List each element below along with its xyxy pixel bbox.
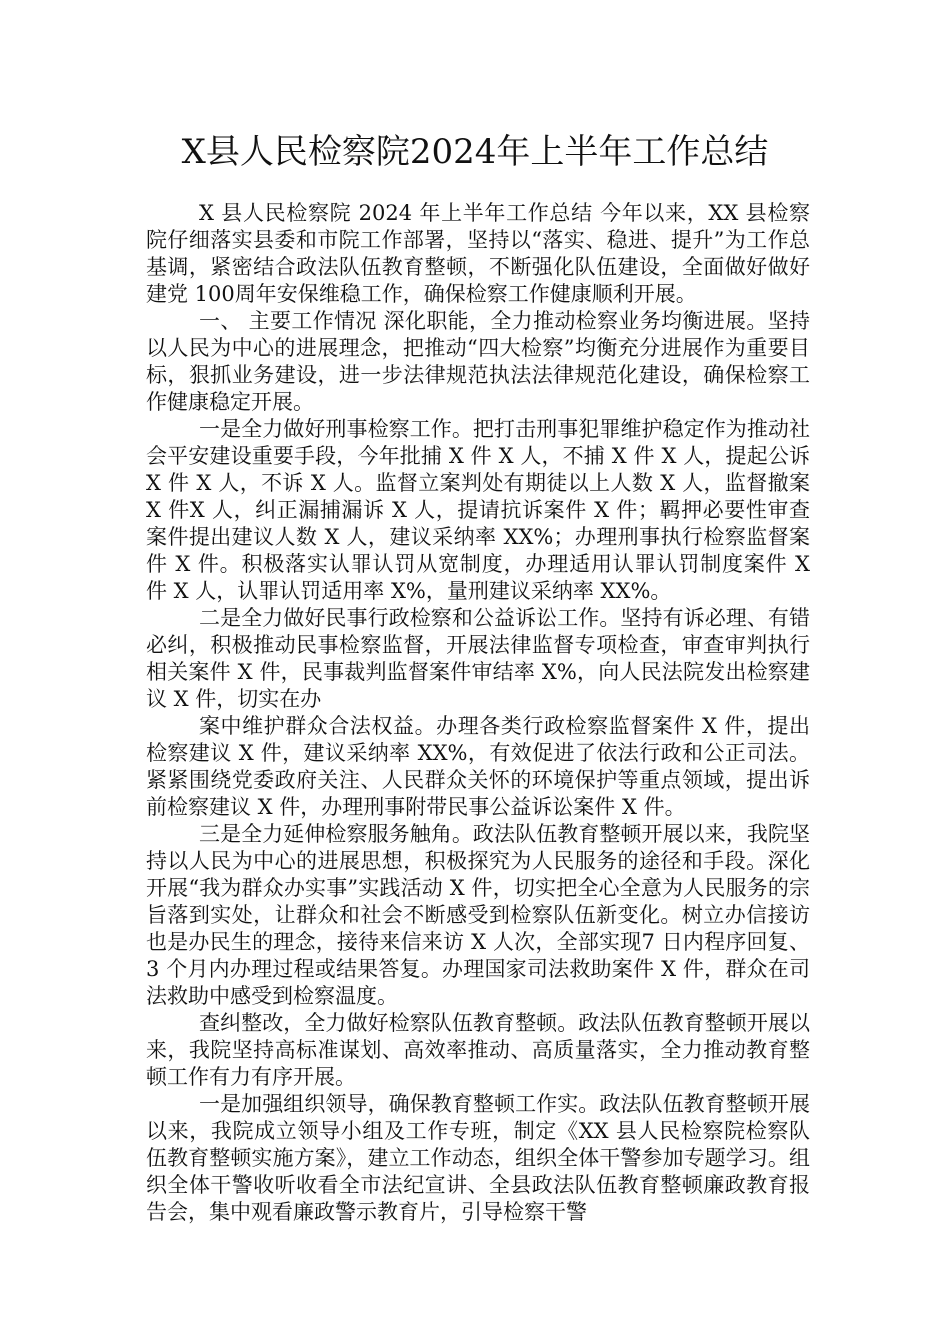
document-body [146,200,810,1226]
paragraph-main-work: 一、 主要工作情况 深化职能，全力推动检察业务均衡进展。坚持以人民为中心的进展理念，把推动“四大检察”均衡充分进展作为重要目标，狠抓业务建设，进一步法律规范执法法律规范化建设，确保检察工作健康稳定开展。 [146,309,810,414]
paragraph-service-extension: 三是全力延伸检察服务触角。政法队伍教育整顿开展以来，我院坚持以人民为中心的进展思想，积极探究为人民服务的途径和手段。深化开展“我为群众办实事”实践活动 X 件，切实把全心全意为人民服务的宗旨落到实处，让群众和社会不断感受到检察队伍新变化。树立办信接访也是办民生的理念，接待来信来访 X 人次，全部实现7 日内程序回复、3 个月内办理过程或结果答复。办理国家司法救助案件 X 件，群众在司法救助中感受到检察温度。 [146,822,810,1008]
paragraph-intro: X 县人民检察院 2024 年上半年工作总结 今年以来，XX 县检察院仔细落实县委和市院工作部署，坚持以“落实、稳进、提升”为工作总基调，紧密结合政法队伍教育整顿，不断强化队伍建设，全面做好做好建党 100周年安保维稳工作，确保检察工作健康顺利开展。 [146,201,810,306]
paragraph-rectification: 查纠整改，全力做好检察队伍教育整顿。政法队伍教育整顿开展以来，我院坚持高标准谋划、高效率推动、高质量落实，全力推动教育整顿工作有力有序开展。 [146,1011,810,1089]
paragraph-civil-administrative: 二是全力做好民事行政检察和公益诉讼工作。坚持有诉必理、有错必纠，积极推动民事检察监督，开展法律监督专项检查，审查审判执行相关案件 X 件，民事裁判监督案件审结率 X%，向人民法院发出检察建议 X 件，切实在办 [146,606,810,711]
document-title: X县人民检察院2024年上半年工作总结 [181,132,769,172]
paragraph-organization: 一是加强组织领导，确保教育整顿工作实。政法队伍教育整顿开展以来，我院成立领导小组及工作专班，制定《XX 县人民检察院检察队伍教育整顿实施方案》，建立工作动态，组织全体干警参加专题学习。组织全体干警收听收看全市法纪宣讲、全县政法队伍教育整顿廉政教育报告会，集中观看廉政警示教育片，引导检察干警 [146,1092,810,1224]
paragraph-criminal-prosecution: 一是全力做好刑事检察工作。把打击刑事犯罪维护稳定作为推动社会平安建设重要手段，今年批捕 X 件 X 人，不捕 X 件 X 人，提起公诉 X 件 X 人，不诉 X 人。监督立案判处有期徒以上人数 X 人，监督撤案 X 件X 人，纠正漏捕漏诉 X 人，提请抗诉案件 X 件；羁押必要性审查案件提出建议人数 X 人，建议采纳率 XX%；办理刑事执行检察监督案件 X 件。积极落实认罪认罚从宽制度，办理适用认罪认罚制度案件 X 件 X 人，认罪认罚适用率 X%，量刑建议采纳率 XX%。 [146,417,810,603]
paragraph-public-interest: 案中维护群众合法权益。办理各类行政检察监督案件 X 件，提出检察建议 X 件，建议采纳率 XX%，有效促进了依法行政和公正司法。紧紧围绕党委政府关注、人民群众关怀的环境保护等重点领域，提出诉前检察建议 X 件，办理刑事附带民事公益诉讼案件 X 件。 [146,714,810,819]
